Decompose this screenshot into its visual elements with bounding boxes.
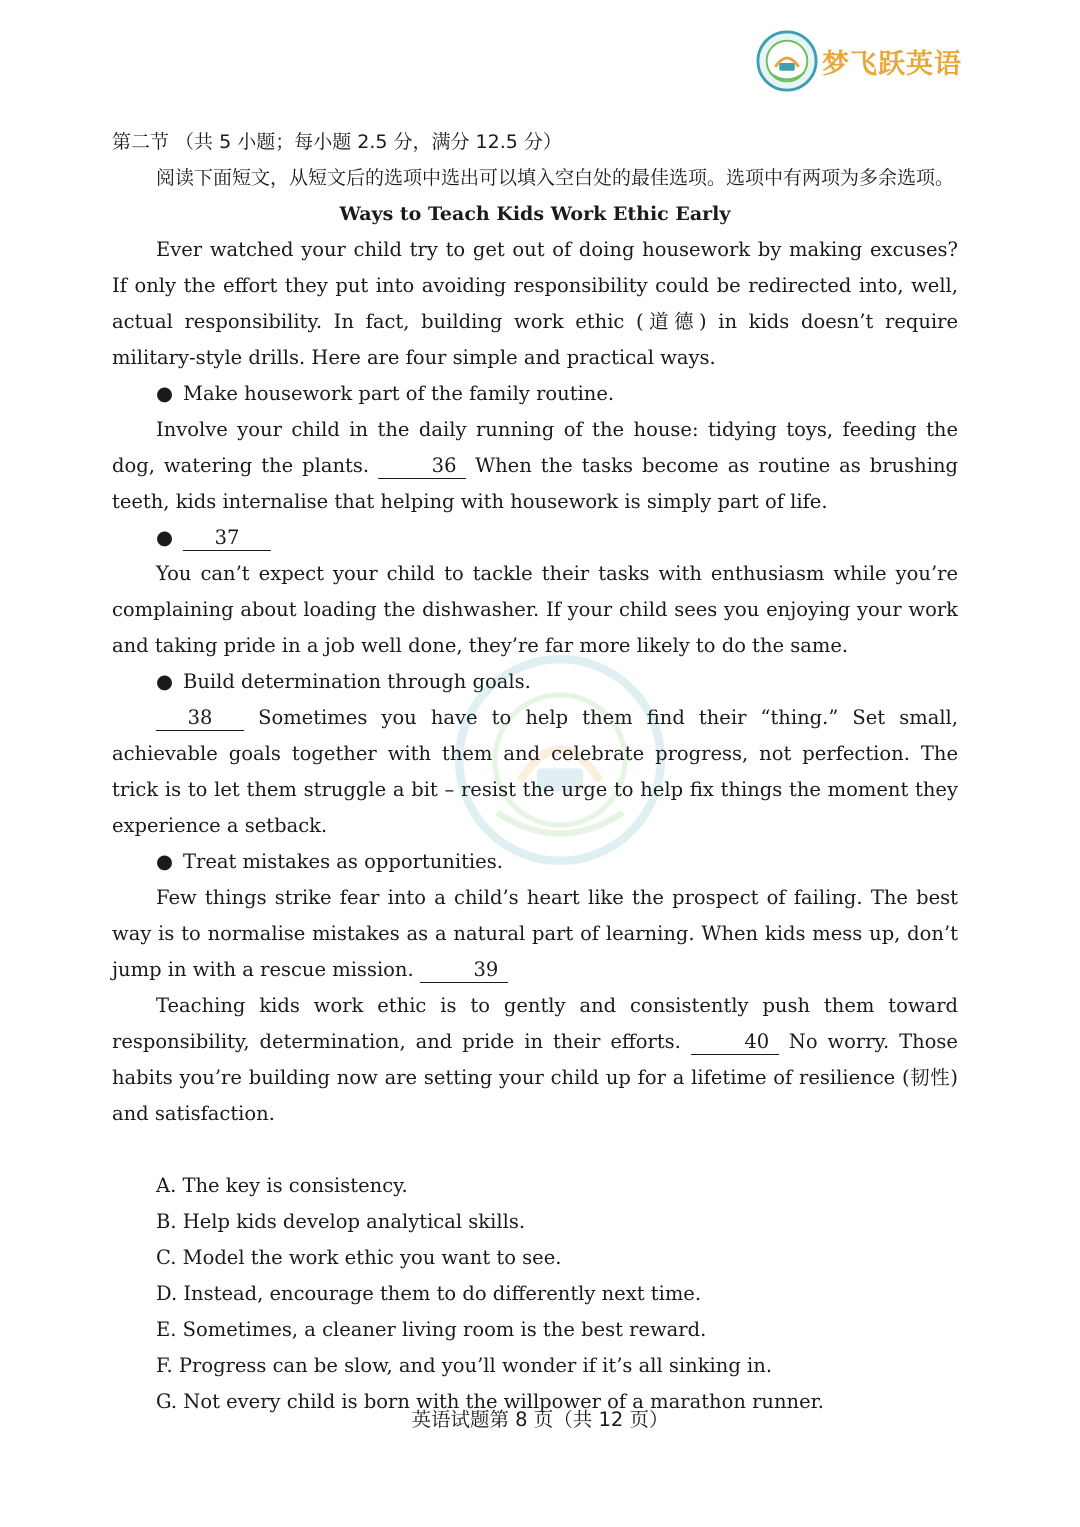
blank-38: 38 bbox=[156, 706, 244, 731]
article-intro: Ever watched your child try to get out of doing housework by making excuses? If only the effort they put into avoiding responsibility could be redirected into, well, actual responsibility. In fact, building work ethic (道德) in kids doesn’t require military-style drills. Here are four simple and practical ways. bbox=[112, 238, 958, 369]
section-heading: 第二节 （共 5 小题；每小题 2.5 分，满分 12.5 分） bbox=[112, 131, 562, 153]
section-instruction: 阅读下面短文，从短文后的选项中选出可以填入空白处的最佳选项。选项中有两项为多余选项。 bbox=[156, 167, 955, 189]
option-c: C. Model the work ethic you want to see. bbox=[156, 1246, 562, 1269]
bullet-heading-4 bbox=[112, 844, 958, 880]
bullet-dot-icon: ● bbox=[156, 526, 174, 549]
option-f: F. Progress can be slow, and you’ll wonder if it’s all sinking in. bbox=[156, 1354, 773, 1377]
article-title: Ways to Teach Kids Work Ethic Early bbox=[339, 203, 731, 225]
paragraph-mistakes bbox=[112, 880, 958, 988]
option-d: D. Instead, encourage them to do differently next time. bbox=[156, 1282, 702, 1305]
bullet-heading-1 bbox=[112, 376, 958, 412]
answer-options bbox=[112, 1168, 958, 1420]
option-a: A. The key is consistency. bbox=[156, 1174, 408, 1197]
brand-name: 梦飞跃英语 bbox=[822, 48, 962, 80]
paragraph-goals bbox=[112, 700, 958, 844]
bullet-text: Make housework part of the family routine. bbox=[183, 382, 615, 405]
page-footer: 英语试题第 8 页（共 12 页） bbox=[411, 1408, 669, 1431]
paragraph-text: Teaching kids work ethic is to gently and consistently push them toward responsibility, determination, and pride in their efforts. bbox=[112, 994, 958, 1053]
bullet-heading-2 bbox=[112, 520, 958, 556]
option-e: E. Sometimes, a cleaner living room is the best reward. bbox=[156, 1318, 707, 1341]
blank-36: 36 bbox=[378, 454, 466, 479]
paragraph-model: You can’t expect your child to tackle their tasks with enthusiasm while you’re complaining about loading the dishwasher. If your child sees you enjoying your work and taking pride in a job well done, they’re far more likely to do the same. bbox=[112, 562, 958, 657]
paragraph-text: Sometimes you have to help them find their “thing.” Set small, achievable goals together with them and celebrate progress, not perfection. The trick is to let them struggle a bit – resist the urge to help fix things the moment they experience a setback. bbox=[112, 706, 958, 837]
bullet-dot-icon: ● bbox=[156, 850, 174, 873]
blank-40: 40 bbox=[691, 1030, 779, 1055]
paragraph-text: When the tasks become as routine as brushing teeth, kids internalise that helping with housework is simply part of life. bbox=[112, 454, 958, 513]
bullet-text: Treat mistakes as opportunities. bbox=[183, 850, 503, 873]
main-content bbox=[112, 124, 958, 1420]
bullet-heading-3 bbox=[112, 664, 958, 700]
paragraph-text: No worry. Those habits you’re building now are setting your child up for a lifetime of resilience (韧性) and satisfaction. bbox=[112, 1030, 958, 1125]
blank-37: 37 bbox=[183, 526, 271, 551]
bullet-dot-icon: ● bbox=[156, 670, 174, 693]
bullet-text: Build determination through goals. bbox=[183, 670, 531, 693]
paragraph-conclusion bbox=[112, 988, 958, 1132]
paragraph-text: Few things strike fear into a child’s heart like the prospect of failing. The best way is to normalise mistakes as a natural part of learning. When kids mess up, don’t jump in with a rescue mission. bbox=[112, 886, 958, 981]
brand-seal-icon bbox=[756, 30, 818, 92]
blank-39: 39 bbox=[420, 958, 508, 983]
brand-logo bbox=[756, 30, 962, 92]
option-g: G. Not every child is born with the willpower of a marathon runner. bbox=[156, 1390, 825, 1413]
bullet-dot-icon: ● bbox=[156, 382, 174, 405]
paragraph-text: Involve your child in the daily running of the house: tidying toys, feeding the dog, watering the plants. bbox=[112, 418, 958, 477]
option-b: B. Help kids develop analytical skills. bbox=[156, 1210, 526, 1233]
paragraph-routine bbox=[112, 412, 958, 520]
